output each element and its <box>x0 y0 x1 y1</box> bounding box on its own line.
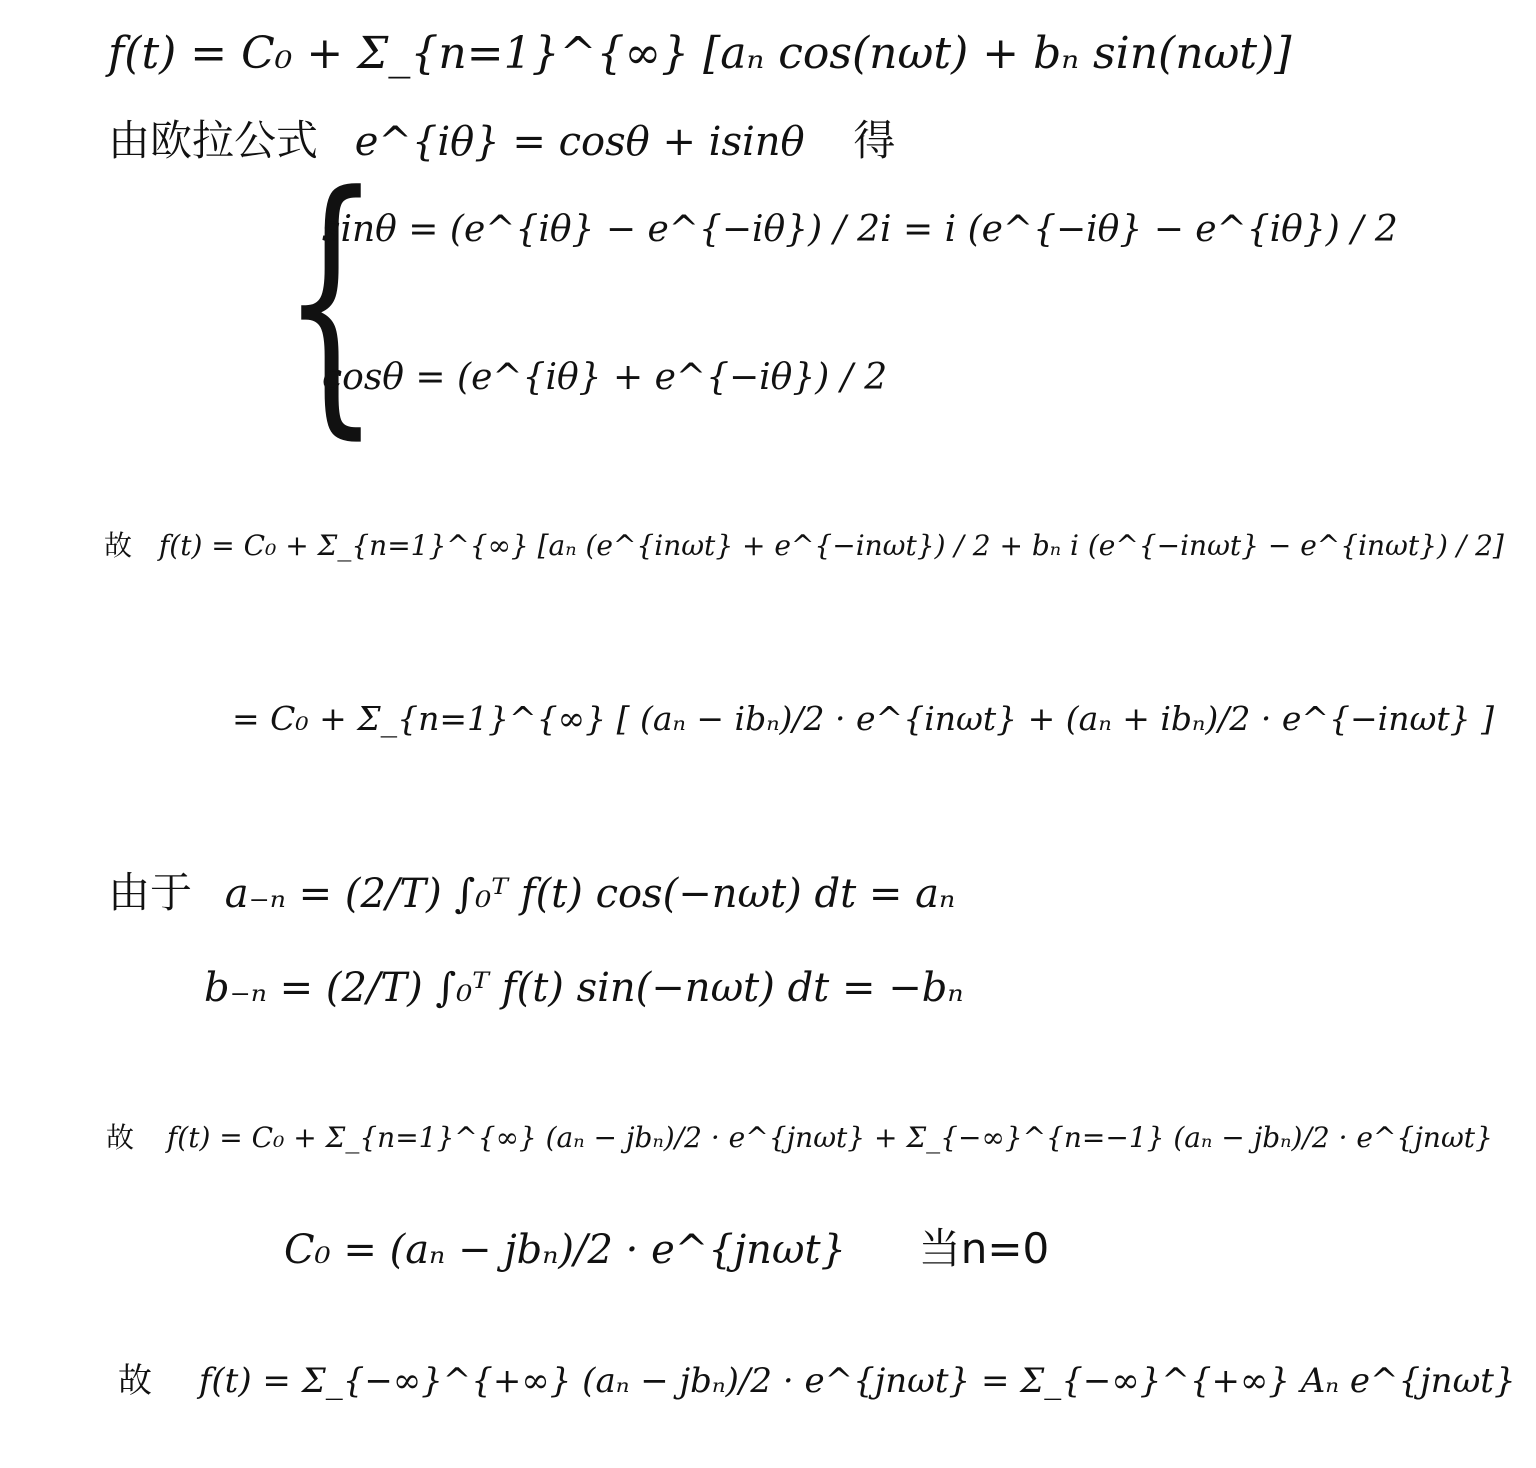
when-n-zero-text: 当n=0 <box>918 1224 1050 1273</box>
euler-formula: e^{iθ} = cosθ + isinθ <box>354 119 805 165</box>
regrouped-series: = C₀ + Σ_{n=1}^{∞} [ (aₙ − ibₙ)/2 · e^{inωt} + (aₙ + ibₙ)/2 · e^{−inωt} ] <box>232 699 1495 738</box>
substitution-line <box>104 529 1504 562</box>
c0-line <box>284 1224 1050 1273</box>
because-text: 由于 <box>108 868 193 917</box>
complex-fourier-series: f(t) = Σ_{−∞}^{+∞} (aₙ − jbₙ)/2 · e^{jnωt} = Σ_{−∞}^{+∞} Aₙ e^{jnωt} <box>198 1361 1516 1401</box>
therefore-text-1: 故 <box>104 529 133 562</box>
system-brace: { <box>282 137 380 463</box>
therefore-text-3: 故 <box>118 1361 152 1401</box>
split-series-formula: f(t) = C₀ + Σ_{n=1}^{∞} (aₙ − jbₙ)/2 · e^{jnωt} + Σ_{−∞}^{n=−1} (aₙ − jbₙ)/2 · e^{jnωt} <box>166 1121 1493 1154</box>
negative-index-a-line <box>108 868 956 917</box>
cos-identity: cosθ = (e^{iθ} + e^{−iθ}) / 2 <box>322 357 888 398</box>
euler-formula-line <box>108 116 896 165</box>
final-result-line <box>118 1361 1516 1401</box>
a-negative-n-formula: a₋ₙ = (2/T) ∫₀ᵀ f(t) cos(−nωt) dt = aₙ <box>224 871 956 917</box>
therefore-text-2: 故 <box>106 1121 135 1154</box>
sin-identity: sinθ = (e^{iθ} − e^{−iθ}) / 2i = i (e^{−iθ} − e^{iθ}) / 2 <box>322 209 1398 250</box>
substituted-series: f(t) = C₀ + Σ_{n=1}^{∞} [aₙ (e^{inωt} + e^{−inωt}) / 2 + bₙ i (e^{−inωt} − e^{inωt}) / 2] <box>158 529 1504 562</box>
split-series-line <box>106 1121 1493 1154</box>
c0-formula: C₀ = (aₙ − jbₙ)/2 · e^{jnωt} <box>284 1227 847 1273</box>
euler-result-text: 得 <box>853 116 896 165</box>
b-negative-n-formula: b₋ₙ = (2/T) ∫₀ᵀ f(t) sin(−nωt) dt = −bₙ <box>204 965 964 1011</box>
fourier-series-definition: f(t) = C₀ + Σ_{n=1}^{∞} [aₙ cos(nωt) + bₙ sin(nωt)] <box>108 28 1292 79</box>
euler-intro-text: 由欧拉公式 <box>108 116 319 165</box>
